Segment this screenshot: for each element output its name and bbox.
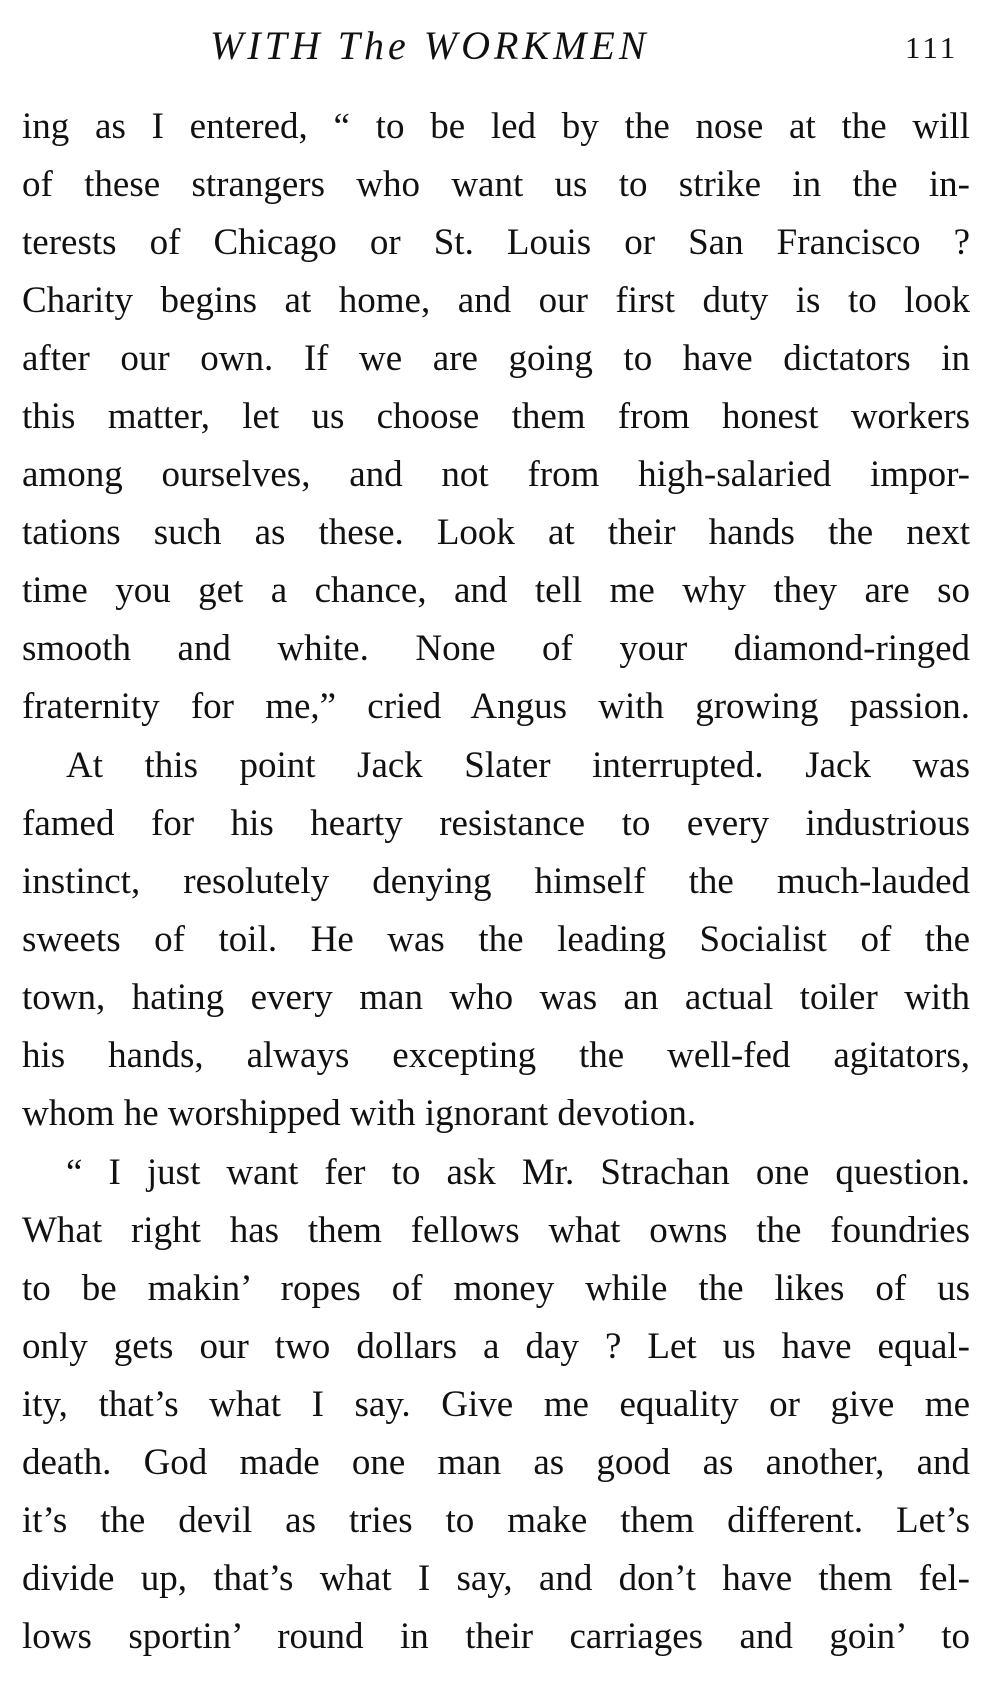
text-line: famed for his hearty resistance to every industrious	[22, 803, 970, 844]
text-line: of these strangers who want us to strike in the in-	[22, 164, 970, 205]
text-line: lows sportin’ round in their carriages and goin’ to	[22, 1616, 970, 1657]
text-line: whom he worshipped with ignorant devotion.	[22, 1093, 697, 1134]
text-line: it’s the devil as tries to make them different. Let’s	[22, 1500, 970, 1541]
paragraph-2	[22, 737, 970, 1143]
text-line: time you get a chance, and tell me why they are so	[22, 570, 970, 611]
text-line: tations such as these. Look at their hands the next	[22, 512, 970, 553]
paragraph-3	[22, 1144, 970, 1666]
text-line: among ourselves, and not from high-salaried impor-	[22, 454, 970, 495]
text-line: only gets our two dollars a day ? Let us have equal-	[22, 1326, 970, 1367]
page-number: 111	[905, 30, 959, 65]
text-line: fraternity for me,” cried Angus with growing passion.	[22, 686, 970, 727]
text-line: Charity begins at home, and our first duty is to look	[22, 280, 970, 321]
text-line: What right has them fellows what owns the foundries	[22, 1210, 970, 1251]
text-line: At this point Jack Slater interrupted. Jack was	[66, 745, 970, 786]
text-line: after our own. If we are going to have dictators in	[22, 338, 970, 379]
text-line: divide up, that’s what I say, and don’t have them fel-	[22, 1558, 970, 1599]
text-line: instinct, resolutely denying himself the much-lauded	[22, 861, 970, 902]
text-line: death. God made one man as good as another, and	[22, 1442, 970, 1483]
text-line: smooth and white. None of your diamond-ringed	[22, 628, 970, 669]
text-line: his hands, always excepting the well-fed agitators,	[22, 1035, 970, 1076]
text-line: to be makin’ ropes of money while the likes of us	[22, 1268, 970, 1309]
text-line: “ I just want fer to ask Mr. Strachan one question.	[66, 1152, 970, 1193]
text-line: sweets of toil. He was the leading Socialist of the	[22, 919, 970, 960]
text-line: terests of Chicago or St. Louis or San Francisco ?	[22, 222, 970, 263]
text-line: ity, that’s what I say. Give me equality or give me	[22, 1384, 970, 1425]
paragraph-1	[22, 98, 970, 736]
text-line: ing as I entered, “ to be led by the nose at the will	[22, 106, 970, 147]
running-head: WITH The WORKMEN	[210, 23, 650, 68]
body-text	[22, 98, 970, 1666]
text-line: this matter, let us choose them from honest workers	[22, 396, 970, 437]
text-line: town, hating every man who was an actual toiler with	[22, 977, 970, 1018]
